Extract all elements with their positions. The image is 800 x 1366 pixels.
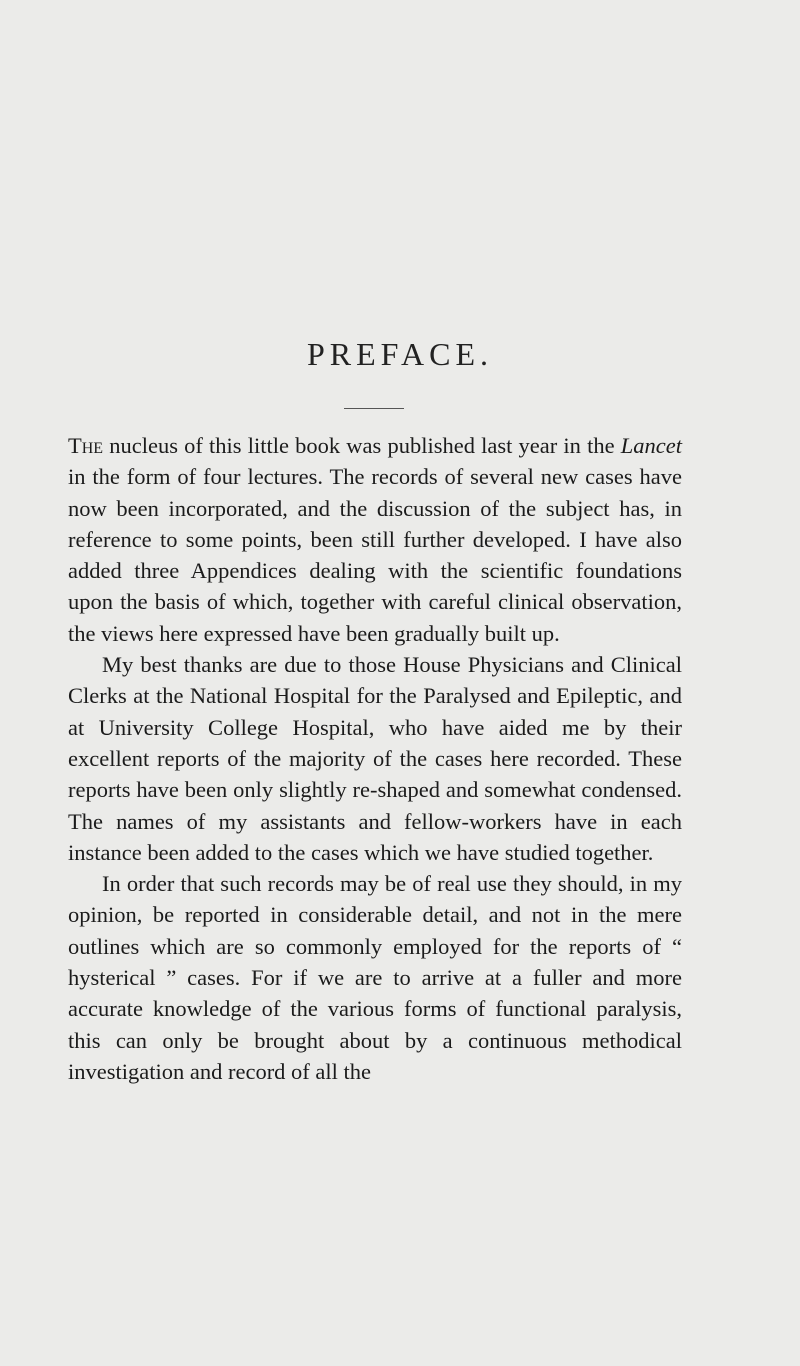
paragraph-1-lead-word: The: [68, 433, 104, 458]
page-title: PREFACE.: [306, 336, 494, 372]
paragraph-1-part-2: in the form of four lectures. The records of several new cases have now been incorporated, and the discussion of the subject has, in reference to some points, been still further developed. I have also added three Appendices dealing with the scientific foundations upon the basis of which, together with careful clinical observation, the views here expressed have been gradually built up.: [68, 464, 682, 646]
paragraph-1: [68, 430, 682, 649]
paragraph-3: In order that such records may be of real use they should, in my opinion, be reported in considerable detail, and not in the mere outlines which are so commonly employed for the reports of “ hysterical ” cases. For if we are to arrive at a fuller and more accurate knowledge of the various forms of functional paralysis, this can only be brought about by a continuous methodical investigation and record of all the: [68, 871, 682, 1084]
title-rule: [344, 408, 404, 409]
paragraph-1-part-1: nucleus of this little book was published last year in the: [103, 433, 621, 458]
preface-body: [68, 430, 682, 1087]
paragraph-2: My best thanks are due to those House Physicians and Clinical Clerks at the National Hospital for the Paralysed and Epileptic, and at University College Hospital, who have aided me by their excellent reports of the majority of the cases here recorded. These reports have been only slightly re-shaped and somewhat condensed. The names of my assistants and fellow-workers have in each instance been added to the cases which we have studied together.: [68, 652, 682, 865]
lancet-title: Lancet: [620, 433, 682, 458]
